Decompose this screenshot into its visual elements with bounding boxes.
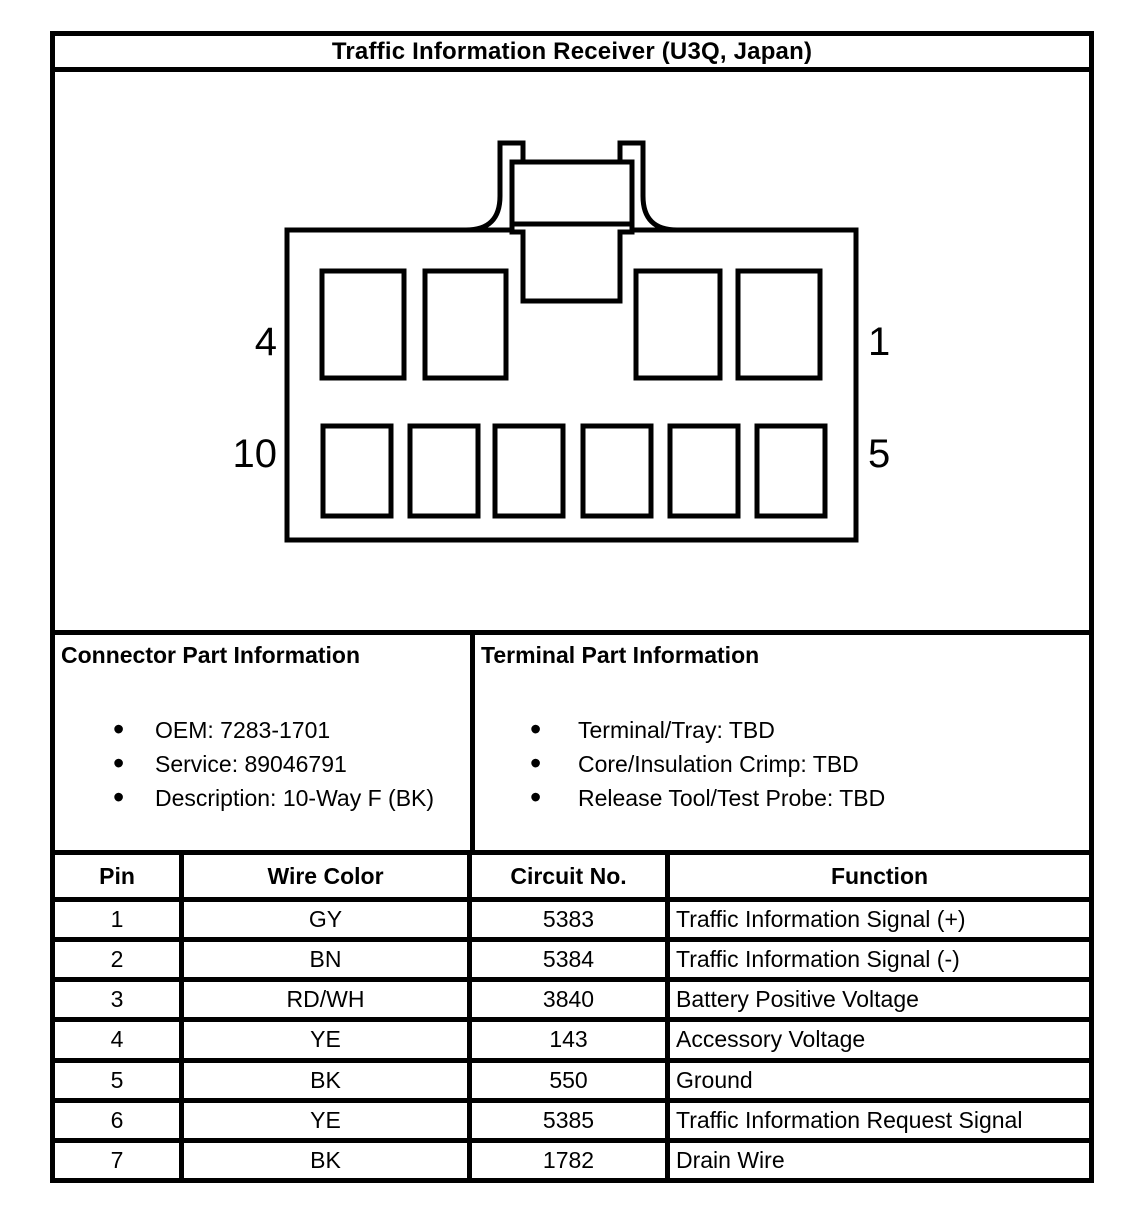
pin-cavity: [495, 426, 563, 516]
list-item: [113, 781, 470, 815]
lock-tab-pedestal: [512, 224, 632, 301]
cell-function: Ground: [670, 1063, 1089, 1098]
pin-cavity: [636, 271, 720, 378]
title-box: [50, 31, 1094, 72]
pin-cavity: [410, 426, 478, 516]
list-item: [113, 747, 470, 781]
connector-part-info-heading: Connector Part Information: [61, 642, 361, 668]
page-title: Traffic Information Receiver (U3Q, Japan): [331, 37, 813, 65]
list-item-text: Service: 89046791: [155, 751, 347, 777]
pin-position-label-4: 4: [254, 320, 277, 364]
cell-pin: 1: [55, 902, 179, 937]
pin-table: [50, 850, 1094, 1183]
pin-cavity: [738, 271, 820, 378]
list-item: [530, 747, 1089, 781]
cell-pin: 7: [55, 1143, 179, 1178]
cell-wire-color: BK: [184, 1063, 467, 1098]
terminal-part-info-panel: [470, 630, 1094, 855]
cell-circuit-no: 1782: [472, 1143, 665, 1178]
cell-pin: 2: [55, 942, 179, 977]
cell-circuit-no: 5383: [472, 902, 665, 937]
list-item-text: Core/Insulation Crimp: TBD: [578, 751, 859, 777]
cell-function: Battery Positive Voltage: [670, 982, 1089, 1017]
pin-cavity: [670, 426, 738, 516]
cell-circuit-no: 550: [472, 1063, 665, 1098]
pin-cavity: [583, 426, 651, 516]
pin-position-label-1: 1: [868, 320, 891, 364]
pin-position-label-10: 10: [232, 432, 277, 476]
cell-wire-color: YE: [184, 1022, 467, 1057]
list-item-text: Release Tool/Test Probe: TBD: [578, 785, 886, 811]
connector-face-drawing: [50, 72, 1094, 635]
cell-circuit-no: 5384: [472, 942, 665, 977]
cell-wire-color: GY: [184, 902, 467, 937]
pin-cavity: [323, 426, 391, 516]
cell-function: Drain Wire: [670, 1143, 1089, 1178]
cell-pin: 6: [55, 1103, 179, 1138]
cell-pin: 3: [55, 982, 179, 1017]
connector-part-info-panel: [50, 630, 475, 855]
column-header-function: Function: [670, 855, 1089, 897]
list-item: [530, 781, 1089, 815]
cell-wire-color: YE: [184, 1103, 467, 1138]
cell-pin: 5: [55, 1063, 179, 1098]
cell-circuit-no: 143: [472, 1022, 665, 1057]
cell-function: Accessory Voltage: [670, 1022, 1089, 1057]
terminal-part-info-list: [530, 713, 1089, 815]
cell-circuit-no: 3840: [472, 982, 665, 1017]
cell-function: Traffic Information Signal (-): [670, 942, 1089, 977]
cell-function: Traffic Information Request Signal: [670, 1103, 1089, 1138]
pin-cavity: [425, 271, 506, 378]
cell-function: Traffic Information Signal (+): [670, 902, 1089, 937]
list-item-text: OEM: 7283-1701: [155, 717, 331, 743]
cell-wire-color: BK: [184, 1143, 467, 1178]
cell-circuit-no: 5385: [472, 1103, 665, 1138]
column-header-pin: Pin: [55, 855, 179, 897]
lock-tab: [512, 162, 632, 224]
list-item-text: Terminal/Tray: TBD: [578, 717, 775, 743]
terminal-part-info-heading: Terminal Part Information: [481, 642, 760, 668]
cell-wire-color: RD/WH: [184, 982, 467, 1017]
pin-cavity: [322, 271, 404, 378]
column-header-circuit-no: Circuit No.: [472, 855, 665, 897]
list-item: [113, 713, 470, 747]
connector-part-info-list: [113, 713, 470, 815]
pin-position-label-5: 5: [868, 432, 891, 476]
list-item: [530, 713, 1089, 747]
cell-wire-color: BN: [184, 942, 467, 977]
list-item-text: Description: 10-Way F (BK): [155, 785, 435, 811]
column-header-wire-color: Wire Color: [184, 855, 467, 897]
cell-pin: 4: [55, 1022, 179, 1057]
pin-cavity: [757, 426, 825, 516]
